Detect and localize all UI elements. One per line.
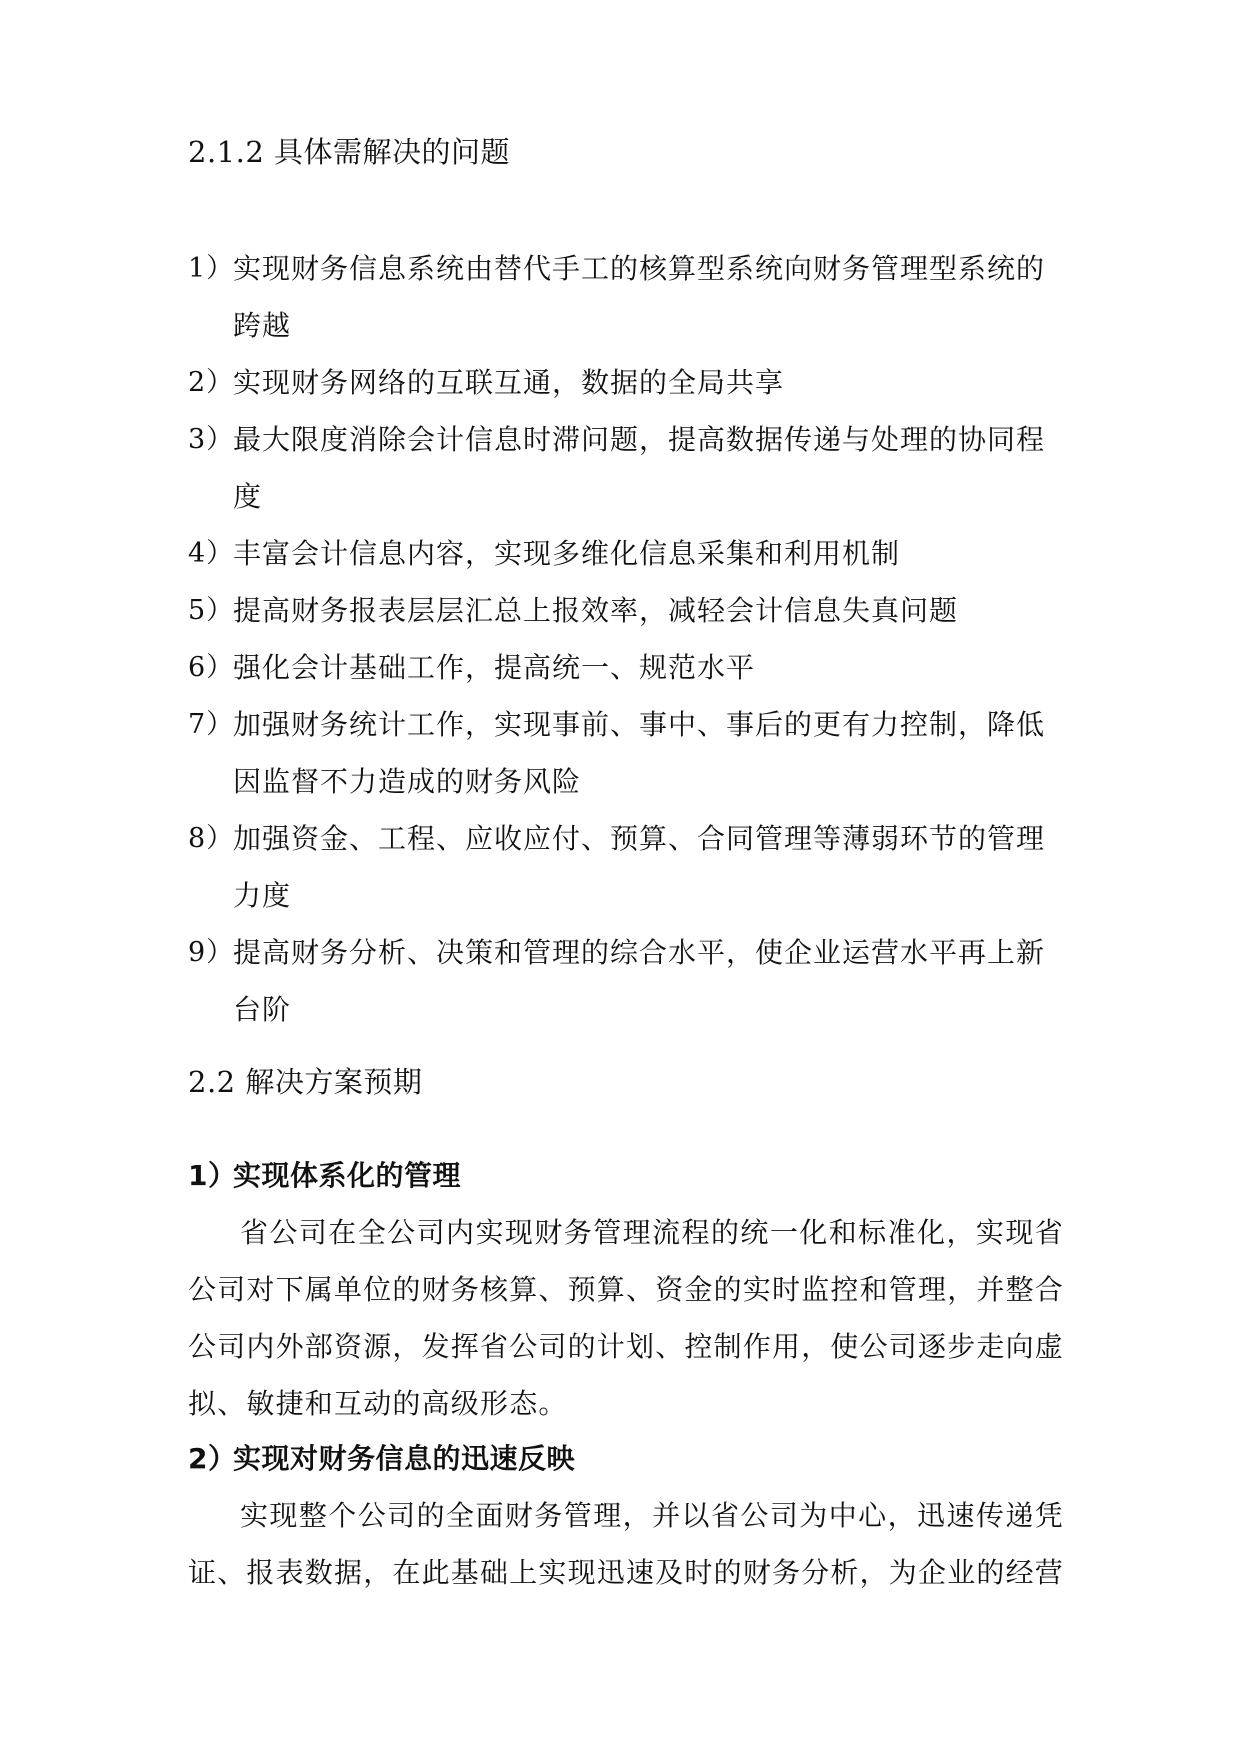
- sub-heading-title: 实现对财务信息的迅速反映: [233, 1442, 576, 1475]
- list-item-text: 加强财务统计工作，实现事前、事中、事后的更有力控制，降低因监督不力造成的财务风险: [233, 708, 1046, 798]
- list-item-number: 8）: [188, 823, 235, 854]
- list-item-number: 9）: [188, 937, 235, 968]
- list-item-number: 3）: [188, 424, 235, 455]
- section-heading-2-2: 2.2 解决方案预期: [188, 1065, 423, 1099]
- sub-heading-number: 2）: [188, 1442, 237, 1475]
- list-item-number: 4）: [188, 538, 235, 569]
- section-heading-2-1-2: 2.1.2 具体需解决的问题: [188, 135, 511, 169]
- list-item-text: 丰富会计信息内容，实现多维化信息采集和利用机制: [233, 537, 901, 570]
- list-item: [188, 696, 1068, 810]
- list-item-number: 7）: [188, 709, 235, 740]
- list-item: [188, 639, 1068, 696]
- list-item-text: 实现财务网络的互联互通，数据的全局共享: [233, 366, 785, 399]
- list-item: [188, 810, 1068, 924]
- sub-heading-title: 实现体系化的管理: [233, 1159, 462, 1192]
- solution-section-2: [188, 1431, 1064, 1601]
- sub-heading-number: 1）: [188, 1159, 237, 1192]
- paragraph: 省公司在全公司内实现财务管理流程的统一化和标准化，实现省公司对下属单位的财务核算、预算、资金的实时监控和管理，并整合公司内外部资源，发挥省公司的计划、控制作用，使公司逐步走向虚拟、敏捷和互动的高级形态。: [188, 1216, 1065, 1420]
- list-item-number: 6）: [188, 652, 235, 683]
- list-item-number: 1）: [188, 253, 235, 284]
- list-item: [188, 411, 1068, 525]
- list-item-text: 提高财务分析、决策和管理的综合水平，使企业运营水平再上新台阶: [233, 936, 1046, 1026]
- list-item-text: 加强资金、工程、应收应付、预算、合同管理等薄弱环节的管理力度: [233, 822, 1046, 912]
- list-item: [188, 525, 1068, 582]
- list-item-text: 最大限度消除会计信息时滞问题，提高数据传递与处理的协同程度: [233, 423, 1046, 513]
- list-item: [188, 240, 1068, 354]
- list-item-number: 2）: [188, 367, 235, 398]
- solution-section-1: [188, 1148, 1064, 1432]
- list-item-text: 提高财务报表层层汇总上报效率，减轻会计信息失真问题: [233, 594, 959, 627]
- list-item-text: 强化会计基础工作，提高统一、规范水平: [233, 651, 756, 684]
- list-item-number: 5）: [188, 595, 235, 626]
- paragraph: 实现整个公司的全面财务管理，并以省公司为中心，迅速传递凭证、报表数据，在此基础上实现迅速及时的财务分析，为企业的经营: [188, 1499, 1065, 1589]
- list-item-text: 实现财务信息系统由替代手工的核算型系统向财务管理型系统的跨越: [233, 252, 1046, 342]
- sub-heading: [188, 1148, 1064, 1204]
- list-item: [188, 924, 1068, 1038]
- list-item: [188, 582, 1068, 639]
- problem-list: [188, 240, 1068, 1038]
- list-item: [188, 354, 1068, 411]
- sub-heading: [188, 1431, 1064, 1487]
